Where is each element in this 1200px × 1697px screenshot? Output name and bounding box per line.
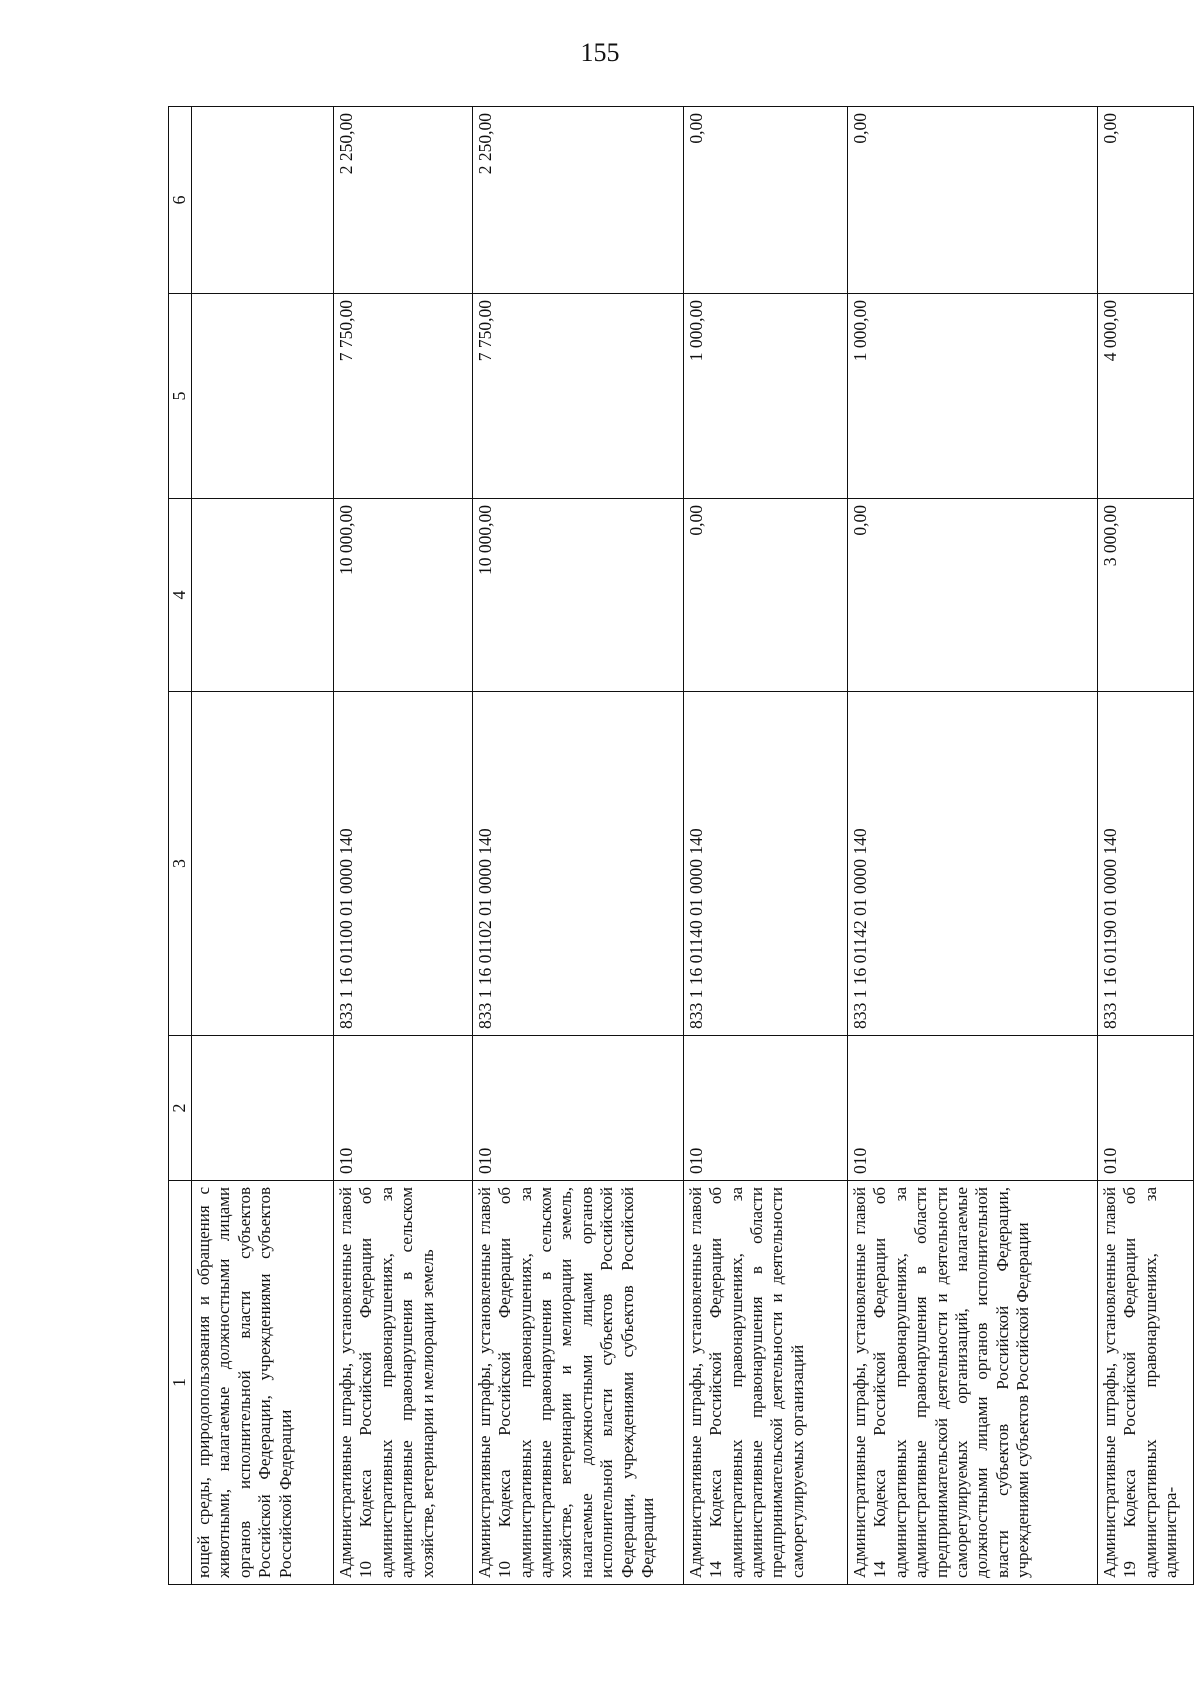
row-description: ющей среды, природопользования и обращения с животными, налагаемые должностными лицами органов исполнительной власти субъектов Российской Федерации, учреждениями субъектов Российской Федерации: [192, 1181, 334, 1585]
row-value-4: 0,00: [848, 499, 1098, 692]
row-value-6: [192, 107, 334, 294]
table-header-row: [169, 107, 192, 1585]
row-value-5: [192, 294, 334, 499]
row-value-4: 3 000,00: [1097, 499, 1193, 692]
row-budget-code: [192, 692, 334, 1036]
row-value-4: [192, 499, 334, 692]
row-value-6: 2 250,00: [334, 107, 473, 294]
table-row: [192, 107, 334, 1585]
row-value-6: 0,00: [848, 107, 1098, 294]
row-value-5: 1 000,00: [848, 294, 1098, 499]
row-value-6: 2 250,00: [472, 107, 683, 294]
row-code-a: 010: [683, 1036, 847, 1181]
row-value-4: 0,00: [683, 499, 847, 692]
rotated-table-wrapper: [168, 107, 1194, 1585]
column-header: 6: [169, 107, 192, 294]
column-header: 1: [169, 1181, 192, 1585]
row-code-a: 010: [1097, 1036, 1193, 1181]
row-value-5: 7 750,00: [334, 294, 473, 499]
column-header: 2: [169, 1036, 192, 1181]
row-value-4: 10 000,00: [334, 499, 473, 692]
row-budget-code: 833 1 16 01142 01 0000 140: [848, 692, 1098, 1036]
row-code-a: 010: [848, 1036, 1098, 1181]
rotated-table: [168, 107, 1194, 1585]
column-header: 3: [169, 692, 192, 1036]
table-row: [334, 107, 473, 1585]
table-row: [848, 107, 1098, 1585]
row-value-4: 10 000,00: [472, 499, 683, 692]
row-budget-code: 833 1 16 01140 01 0000 140: [683, 692, 847, 1036]
column-header: 4: [169, 499, 192, 692]
revenue-table: [168, 106, 1194, 1585]
column-header: 5: [169, 294, 192, 499]
row-budget-code: 833 1 16 01190 01 0000 140: [1097, 692, 1193, 1036]
row-value-6: 0,00: [683, 107, 847, 294]
row-budget-code: 833 1 16 01100 01 0000 140: [334, 692, 473, 1036]
table-row: [472, 107, 683, 1585]
table-row: [683, 107, 847, 1585]
row-value-5: 4 000,00: [1097, 294, 1193, 499]
row-description: Административные штрафы, установленные главой 14 Кодекса Российской Федерации об административных правонарушениях, за административные правонарушения в области предпринимательской деятельности и деятельности саморегулируемых организаций: [683, 1181, 847, 1585]
page-number: 155: [580, 38, 620, 67]
row-code-a: 010: [334, 1036, 473, 1181]
row-description: Административные штрафы, установленные главой 10 Кодекса Российской Федерации об административных правонарушениях, за административные правонарушения в сельском хозяйстве, ветеринарии и мелиорации земель: [334, 1181, 473, 1585]
row-description: Административные штрафы, установленные главой 14 Кодекса Российской Федерации об административных правонарушениях, за административные правонарушения в области предпринимательской деятельности и деятельности саморегулируемых организаций, налагаемые должностными лицами органов исполнительной власти субъектов Российской Федерации, учреждениями субъектов Российской Федерации: [848, 1181, 1098, 1585]
row-description: Административные штрафы, установленные главой 19 Кодекса Российской Федерации об административных правонарушениях, за администра-: [1097, 1181, 1193, 1585]
row-value-5: 1 000,00: [683, 294, 847, 499]
row-budget-code: 833 1 16 01102 01 0000 140: [472, 692, 683, 1036]
row-value-6: 0,00: [1097, 107, 1193, 294]
table-row: [1097, 107, 1193, 1585]
row-description: Административные штрафы, установленные главой 10 Кодекса Российской Федерации об административных правонарушениях, за административные правонарушения в сельском хозяйстве, ветеринарии и мелиорации земель, налагаемые должностными лицами органов исполнительной власти субъектов Российской Федерации, учреждениями субъектов Российской Федерации: [472, 1181, 683, 1585]
row-code-a: 010: [472, 1036, 683, 1181]
row-code-a: [192, 1036, 334, 1181]
row-value-5: 7 750,00: [472, 294, 683, 499]
